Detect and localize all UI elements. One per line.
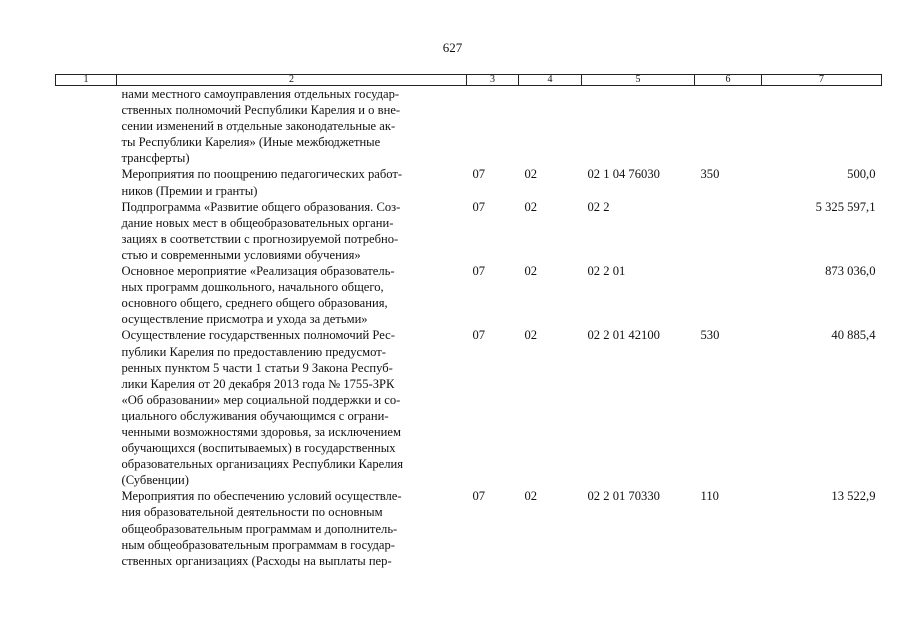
subsection-cell: 02 <box>524 489 538 504</box>
item-name-line: публики Карелия по предоставлению предусмот- <box>121 344 386 359</box>
header-row <box>56 75 882 86</box>
item-name-cell <box>117 327 467 488</box>
item-name-line: ты Республики Карелия» (Иные межбюджетные <box>121 135 381 150</box>
item-name-cell <box>117 263 467 327</box>
expense-type-cell <box>695 86 762 167</box>
row-number-cell <box>56 86 117 167</box>
column-header-7: 7 <box>762 75 882 86</box>
item-name-line: Подпрограмма «Развитие общего образования. Соз- <box>121 199 401 214</box>
item-name-line: образовательных организациях Республики Карелия <box>121 457 404 472</box>
item-name-line: трансферты) <box>121 151 190 166</box>
row-number-cell <box>56 488 117 568</box>
subsection-cell: 02 <box>524 328 538 343</box>
item-name-line: ния образовательной деятельности по основным <box>121 505 383 520</box>
table-row <box>56 86 882 167</box>
section-cell: 07 <box>472 328 486 343</box>
item-name-line: обучающихся (воспитываемых) в государственных <box>121 441 396 456</box>
amount-cell <box>762 86 882 167</box>
item-name-line: ственных полномочий Республики Карелия и о вне- <box>121 103 401 118</box>
table-row <box>56 199 882 263</box>
item-name-cell <box>117 488 467 568</box>
column-header-2: 2 <box>117 75 467 86</box>
item-name-line: ников (Премии и гранты) <box>121 183 258 198</box>
item-name-line: ственных организациях (Расходы на выплаты пер- <box>121 553 392 568</box>
column-header-4: 4 <box>519 75 582 86</box>
expense-type-cell: 350 <box>700 167 720 182</box>
item-name-cell <box>117 199 467 263</box>
item-name-line: сении изменений в отдельные законодательные ак- <box>121 119 396 134</box>
item-name-cell <box>117 166 467 198</box>
item-name-line: ченными возможностями здоровья, за исключением <box>121 424 401 439</box>
amount-cell: 40 885,4 <box>831 328 876 343</box>
expense-type-cell: 110 <box>700 489 719 504</box>
amount-cell: 873 036,0 <box>825 264 876 279</box>
row-number-cell <box>56 263 117 327</box>
expense-type-cell: 530 <box>700 328 720 343</box>
item-name-line: Мероприятия по обеспечению условий осуществле- <box>121 489 402 504</box>
item-name-line: «Об образовании» мер социальной поддержки и со- <box>121 392 401 407</box>
column-header-3: 3 <box>467 75 519 86</box>
item-name-line: стью и современными условиями обучения» <box>121 247 361 262</box>
item-name-line: Основное мероприятие «Реализация образователь- <box>121 264 395 279</box>
page-number: 627 <box>442 40 463 55</box>
item-name-line: зациях в соответствии с прогнозируемой потребно- <box>121 231 399 246</box>
column-header-1: 1 <box>56 75 117 86</box>
target-article-cell: 02 2 01 42100 <box>587 328 660 343</box>
item-name-line: ренных пунктом 5 части 1 статьи 9 Закона Респуб- <box>121 360 393 375</box>
item-name-line: нами местного самоуправления отдельных государ- <box>121 87 400 101</box>
budget-table <box>55 74 882 569</box>
table-body <box>56 86 882 569</box>
table-row <box>56 488 882 568</box>
item-name-line: лики Карелия от 20 декабря 2013 года № 1755-ЗРК <box>121 376 395 391</box>
section-cell: 07 <box>472 264 486 279</box>
subsection-cell: 02 <box>524 199 538 214</box>
item-name-line: ным общеобразовательным программам в государ- <box>121 537 396 552</box>
target-article-cell: 02 1 04 76030 <box>587 167 660 182</box>
subsection-cell: 02 <box>524 167 538 182</box>
section-cell <box>467 86 519 167</box>
amount-cell: 13 522,9 <box>831 489 876 504</box>
expense-type-cell <box>695 263 762 327</box>
target-article-cell: 02 2 01 70330 <box>587 489 660 504</box>
table-header <box>56 75 882 86</box>
item-name-line: Осуществление государственных полномочий Рес- <box>121 328 395 343</box>
target-article-cell: 02 2 01 <box>587 264 626 279</box>
item-name-line: дание новых мест в общеобразовательных органи- <box>121 215 394 230</box>
column-header-6: 6 <box>695 75 762 86</box>
expense-type-cell <box>695 199 762 263</box>
section-cell: 07 <box>472 167 486 182</box>
item-name-line: основного общего, среднего общего образования, <box>121 296 388 311</box>
column-header-5: 5 <box>582 75 695 86</box>
subsection-cell <box>519 86 582 167</box>
item-name-line: циального обслуживания обучающимся с ограни- <box>121 408 389 423</box>
table-row <box>56 327 882 488</box>
item-name-line: общеобразовательным программам и дополнитель- <box>121 521 398 536</box>
subsection-cell: 02 <box>524 264 538 279</box>
table-row <box>56 263 882 327</box>
item-name-line: осуществление присмотра и ухода за детьми» <box>121 312 368 327</box>
row-number-cell <box>56 199 117 263</box>
item-name-line: (Субвенции) <box>121 473 189 488</box>
item-name-cell <box>117 86 467 167</box>
target-article-cell <box>582 86 695 167</box>
row-number-cell <box>56 166 117 198</box>
target-article-cell: 02 2 <box>587 199 610 214</box>
item-name-line: ных программ дошкольного, начального общего, <box>121 280 384 295</box>
item-name-line: Мероприятия по поощрению педагогических работ- <box>121 167 403 182</box>
section-cell: 07 <box>472 199 486 214</box>
amount-cell: 500,0 <box>847 167 876 182</box>
table-row <box>56 166 882 198</box>
section-cell: 07 <box>472 489 486 504</box>
amount-cell: 5 325 597,1 <box>815 199 876 214</box>
row-number-cell <box>56 327 117 488</box>
